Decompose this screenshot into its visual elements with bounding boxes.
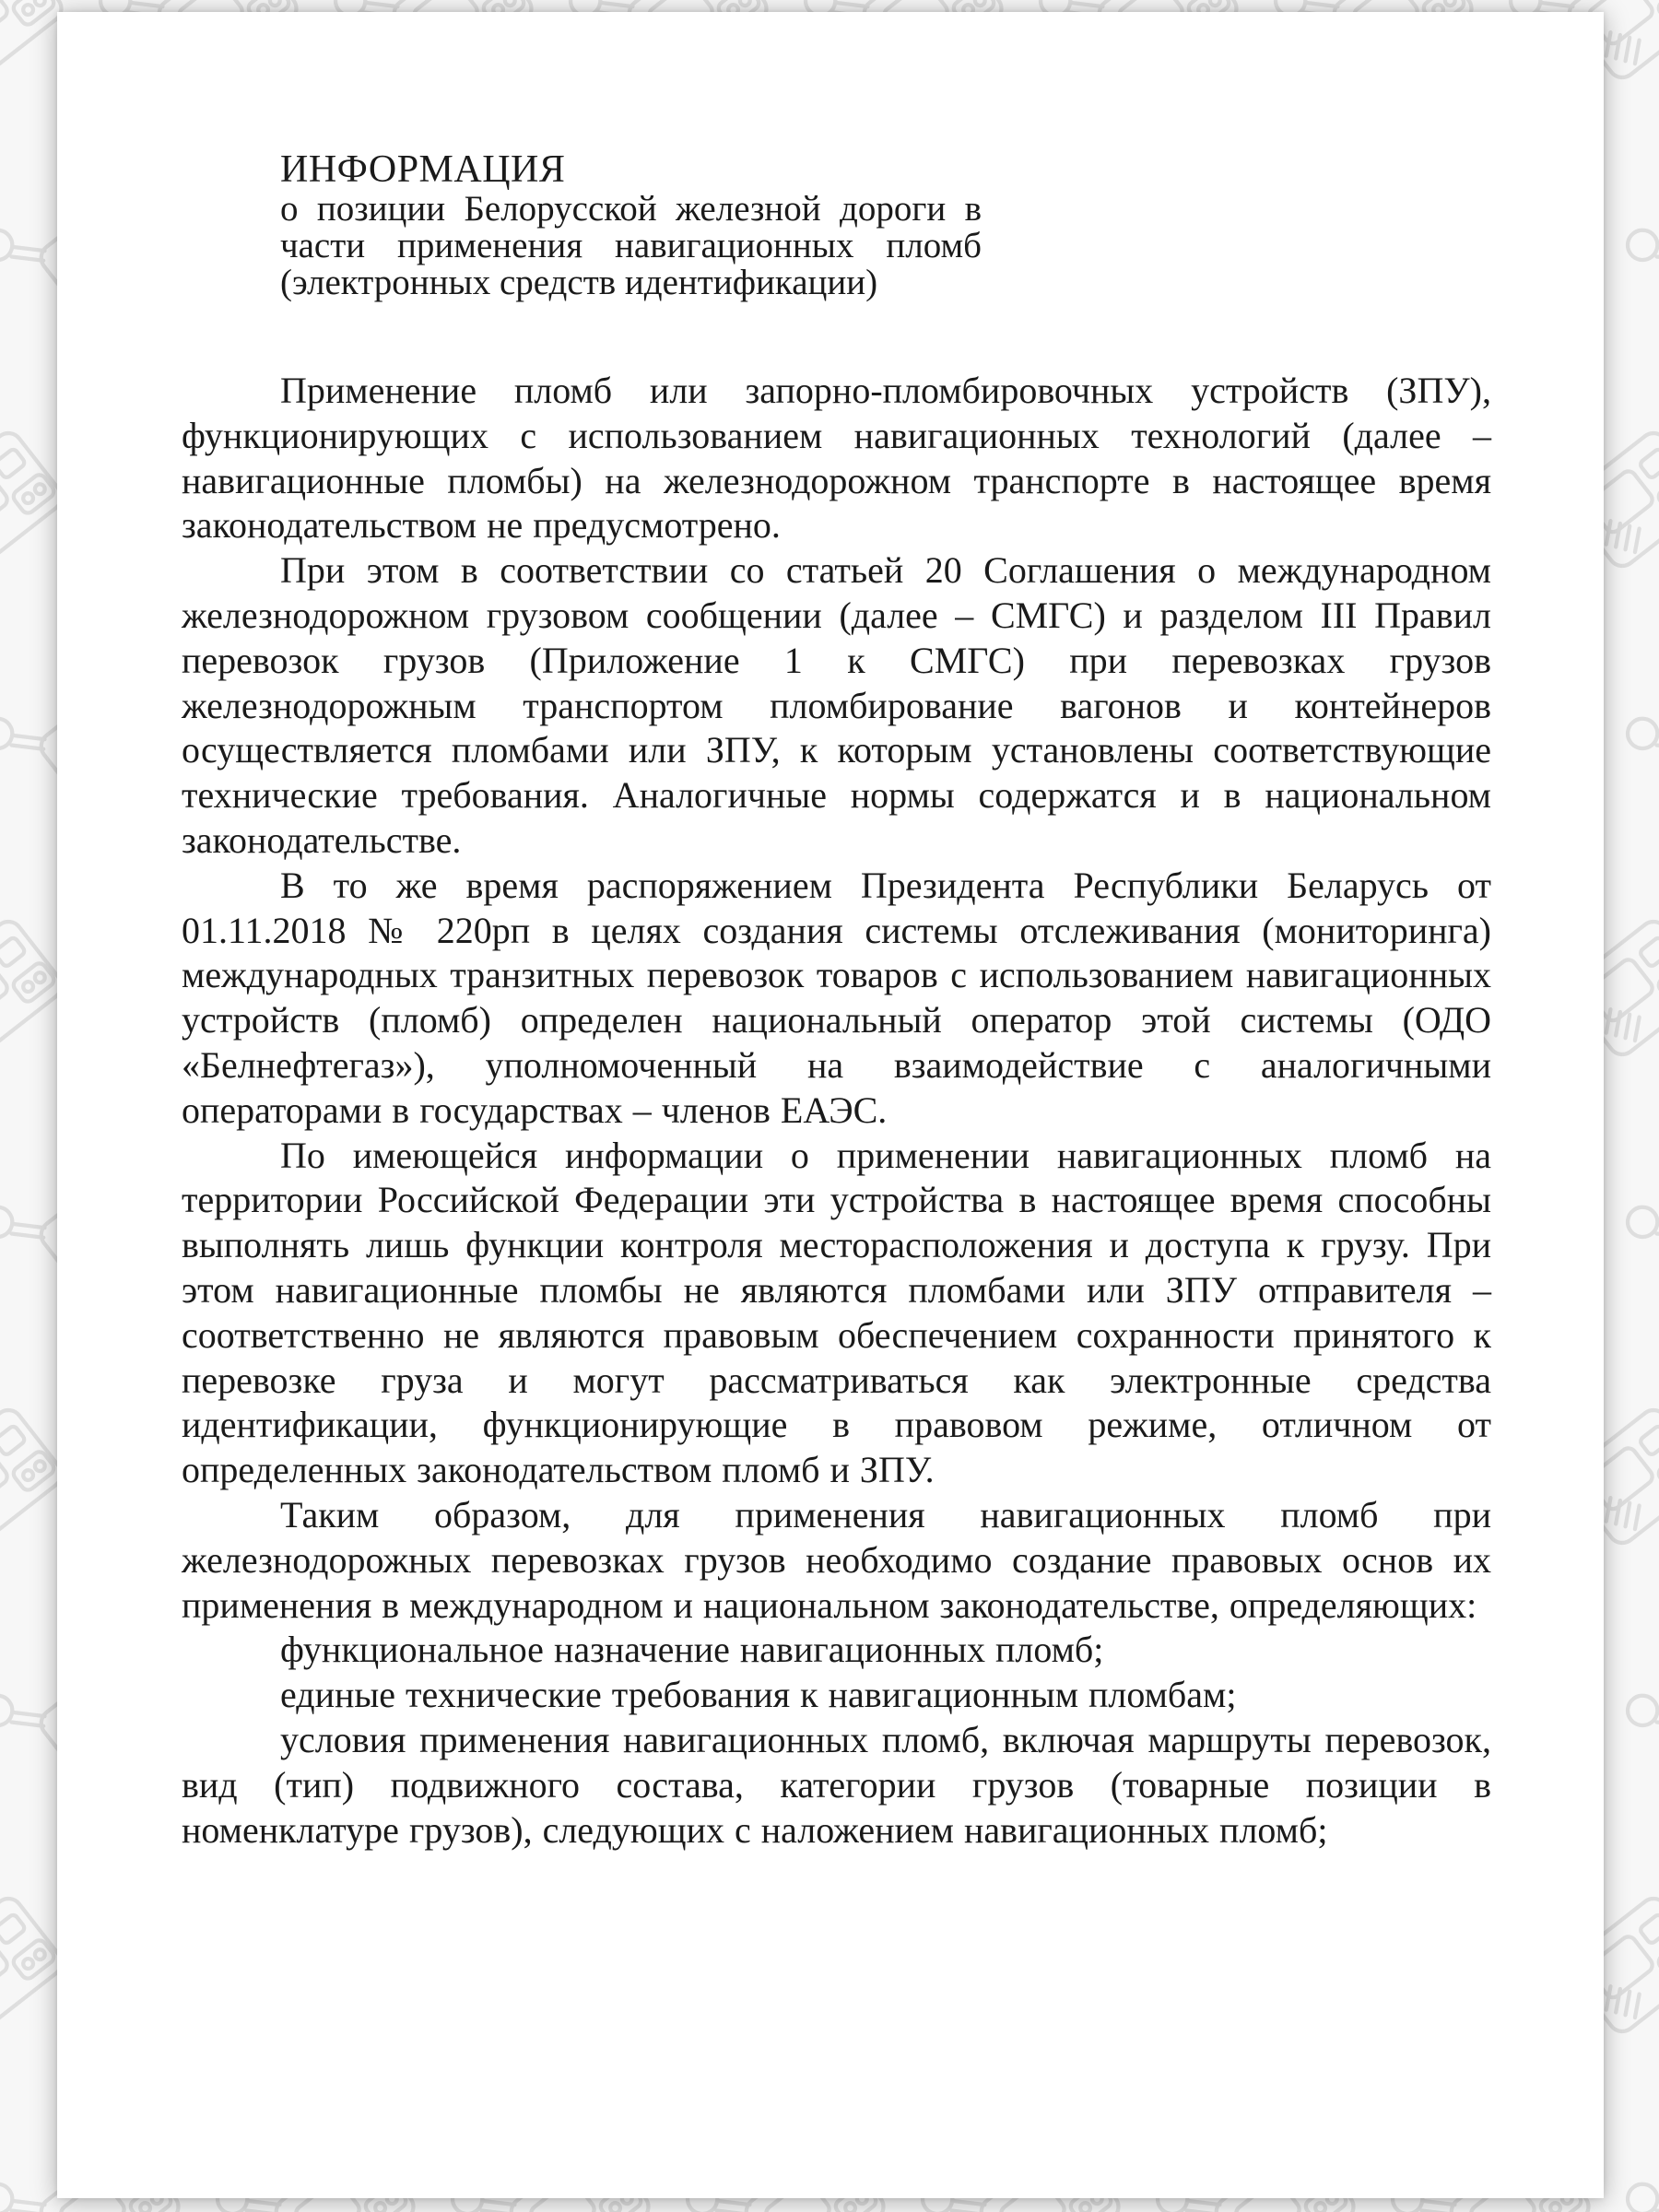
list-item-line: условия применения навигационных пломб, включая маршруты перевозок, вид (тип) подвижного состава, категории грузов (товарные позиции в номенклатуре грузов), следующих с наложением навигационных пломб; xyxy=(182,1718,1491,1851)
body-paragraph: По имеющейся информации о применении навигационных пломб на территории Российской Федерации эти устройства в настоящее время способны выполнять лишь функции контроля месторасположения и доступа к грузу. При этом навигационные пломбы не являются пломбами или ЗПУ отправителя – соответственно не являются правовым обеспечением сохранности принятого к перевозке груза и могут рассматриваться как электронные средства идентификации, функционирующие в правовом режиме, отличном от определенных законодательством пломб и ЗПУ. xyxy=(182,1134,1491,1491)
document-subtitle-line-3: (электронных средств идентификации) xyxy=(280,263,878,302)
body-paragraph: В то же время распоряжением Президента Республики Беларусь от 01.11.2018 № 220рп в целях создания системы отслеживания (мониторинга) международных транзитных перевозок товаров с использованием навигационных устройств (пломб) определен национальный оператор этой системы (ОДО «Белнефтегаз»), уполномоченный на взаимодействие с аналогичными операторами в государствах – членов ЕАЭС. xyxy=(182,864,1491,1131)
document-page xyxy=(57,12,1604,2198)
body-paragraph: Таким образом, для применения навигационных пломб при железнодорожных перевозках грузов необходимо создание правовых основ их применения в международном и национальном законодательстве, определяющих: xyxy=(182,1493,1491,1626)
document-title: ИНФОРМАЦИЯ xyxy=(280,148,566,191)
body-paragraph: При этом в соответствии со статьей 20 Соглашения о международном железнодорожном грузовом сообщении (далее – СМГС) и разделом III Правил перевозок грузов (Приложение 1 к СМГС) при перевозках грузов железнодорожным транспортом пломбирование вагонов и контейнеров осуществляется пломбами или ЗПУ, к которым установлены соответствующие технические требования. Аналогичные нормы содержатся и в национальном законодательстве. xyxy=(182,549,1491,861)
list-item-line: функциональное назначение навигационных пломб; xyxy=(280,1629,1104,1671)
title-block xyxy=(280,148,1491,301)
document-subtitle xyxy=(280,191,982,301)
document-subtitle-line-1: о позиции Белорусской железной дороги в xyxy=(280,189,982,229)
body-paragraph: Применение пломб или запорно-пломбировочных устройств (ЗПУ), функционирующих с использованием навигационных технологий (далее – навигационные пломбы) на железнодорожном транспорте в настоящее время законодательством не предусмотрено. xyxy=(182,370,1491,547)
list-item-line: единые технические требования к навигационным пломбам; xyxy=(280,1674,1237,1716)
document-body xyxy=(182,369,1491,1853)
document-subtitle-line-2: части применения навигационных пломб xyxy=(280,226,982,265)
